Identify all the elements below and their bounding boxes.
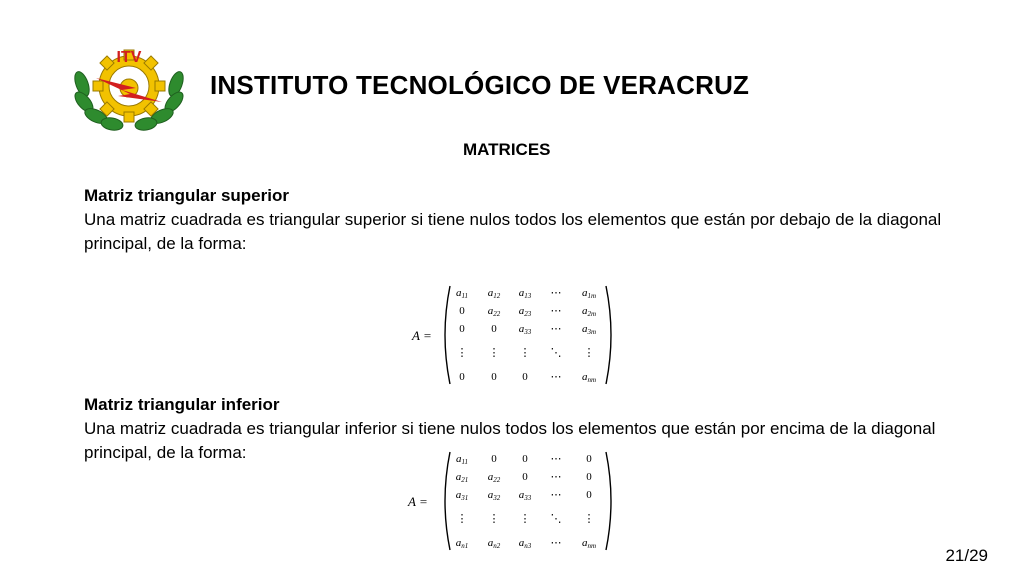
matrix-cell: 0 xyxy=(459,305,465,317)
logo-text: ITV xyxy=(116,49,142,66)
matrix-cell: 0 xyxy=(459,323,465,335)
matrix-cell: ⋯ xyxy=(550,471,562,483)
left-bracket xyxy=(445,452,450,550)
matrix-cell: ⋯ xyxy=(550,323,562,335)
upper-description: Una matriz cuadrada es triangular superior si tiene nulos todos los elementos que están por debajo de la diagonal principal, de la forma: xyxy=(84,210,942,253)
right-bracket xyxy=(606,452,611,550)
matrix-cell: an2 xyxy=(487,537,501,550)
section-title: MATRICES xyxy=(463,140,551,159)
upper-triangular-block xyxy=(84,184,944,256)
matrix-cell: a1m xyxy=(581,287,597,300)
matrix-cell: a2m xyxy=(581,305,597,318)
upper-matrix-lhs: A = xyxy=(412,328,432,343)
matrix-cell: 0 xyxy=(522,453,528,465)
matrix-cell: ⋮ xyxy=(456,513,468,525)
matrix-cell: a33 xyxy=(518,323,532,336)
matrix-cell: ⋮ xyxy=(488,347,500,359)
matrix-cell: a22 xyxy=(487,305,501,318)
matrix-cell: a33 xyxy=(518,489,532,502)
page-number: 21/29 xyxy=(945,546,988,565)
matrix-cell: ⋱ xyxy=(550,347,562,359)
matrix-cell: a3m xyxy=(581,323,597,336)
right-bracket xyxy=(606,286,611,384)
matrix-cell: ⋮ xyxy=(519,513,531,525)
matrix-cell: ⋯ xyxy=(550,287,562,299)
matrix-cell: a12 xyxy=(487,287,501,300)
matrix-cell: a22 xyxy=(487,471,501,484)
matrix-cell: ⋯ xyxy=(550,305,562,317)
upper-heading: Matriz triangular superior xyxy=(84,186,289,205)
itv-logo xyxy=(66,36,192,136)
matrix-cell: a11 xyxy=(456,287,468,300)
lower-matrix-lhs: A = xyxy=(408,494,428,509)
matrix-cell: 0 xyxy=(586,453,592,465)
matrix-cell: a32 xyxy=(487,489,501,502)
lower-description: Una matriz cuadrada es triangular inferior si tiene nulos todos los elementos que están por encima de la diagonal principal, de la forma: xyxy=(84,419,936,462)
matrix-cell: a13 xyxy=(518,287,532,300)
upper-matrix xyxy=(406,282,616,388)
matrix-cell: ⋮ xyxy=(488,513,500,525)
matrix-cell: 0 xyxy=(491,323,497,335)
matrix-cell: ⋮ xyxy=(583,513,595,525)
matrix-cell: an1 xyxy=(455,537,469,550)
matrix-cell: 0 xyxy=(522,371,528,383)
matrix-cell: ⋮ xyxy=(456,347,468,359)
matrix-cell: 0 xyxy=(522,471,528,483)
matrix-cell: ⋯ xyxy=(550,453,562,465)
matrix-cell: anm xyxy=(581,371,597,384)
matrix-cell: ⋯ xyxy=(550,371,562,383)
matrix-cell: ⋱ xyxy=(550,513,562,525)
matrix-cell: 0 xyxy=(586,471,592,483)
matrix-cell: 0 xyxy=(491,453,497,465)
matrix-cell: 0 xyxy=(586,489,592,501)
matrix-cell: an3 xyxy=(518,537,532,550)
lower-heading: Matriz triangular inferior xyxy=(84,395,280,414)
matrix-cell: 0 xyxy=(491,371,497,383)
left-bracket xyxy=(445,286,450,384)
page-title: INSTITUTO TECNOLÓGICO DE VERACRUZ xyxy=(210,70,750,100)
matrix-cell: a11 xyxy=(456,453,468,466)
matrix-cell: a23 xyxy=(518,305,532,318)
matrix-cell: ⋯ xyxy=(550,489,562,501)
matrix-cell: a31 xyxy=(455,489,469,502)
matrix-cell: ⋯ xyxy=(550,537,562,549)
matrix-cell: ⋮ xyxy=(583,347,595,359)
lower-matrix xyxy=(406,448,616,554)
matrix-cell: a21 xyxy=(455,471,469,484)
matrix-cell: anm xyxy=(581,537,597,550)
matrix-cell: 0 xyxy=(459,371,465,383)
matrix-cell: ⋮ xyxy=(519,347,531,359)
